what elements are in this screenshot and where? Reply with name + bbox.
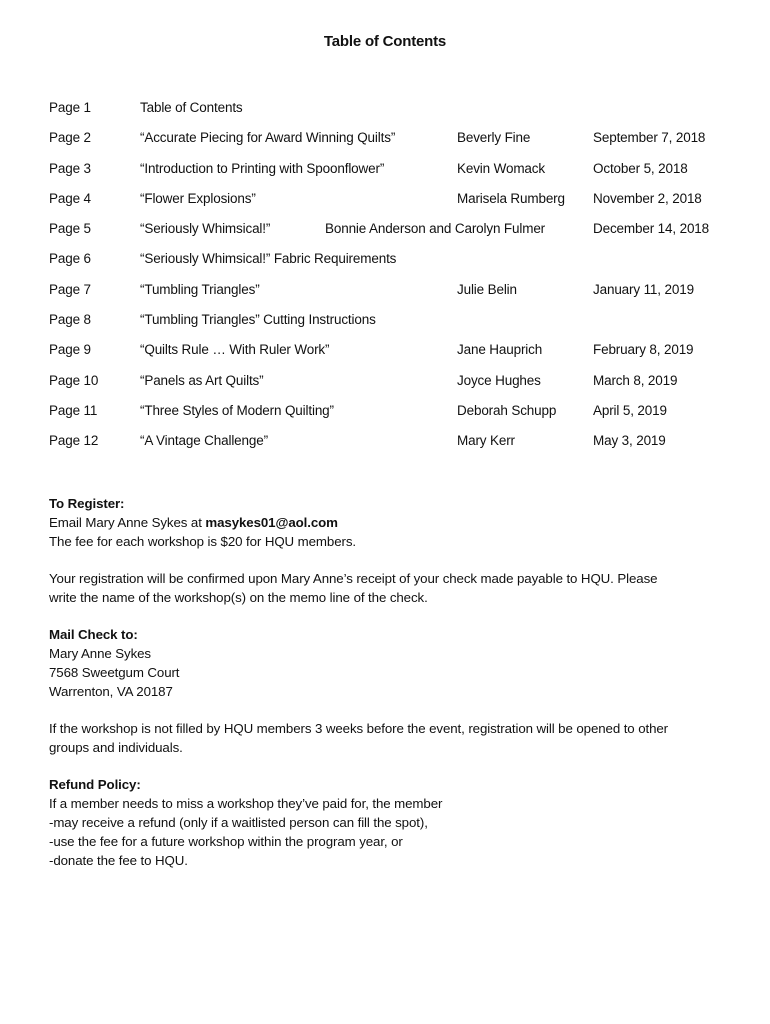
toc-row (49, 312, 729, 342)
toc-row (49, 130, 729, 160)
refund-section (49, 775, 729, 870)
toc-presenter: Mary Kerr (457, 433, 515, 449)
toc-presenter: Kevin Womack (457, 160, 545, 176)
register-email-prefix: Email Mary Anne Sykes at (49, 515, 206, 530)
toc-date: February 8, 2019 (593, 342, 694, 358)
toc-presenter: Joyce Hughes (457, 372, 541, 388)
toc-date: March 8, 2019 (593, 372, 678, 388)
toc-row (49, 342, 729, 372)
open-registration-line: If the workshop is not filled by HQU members 3 weeks before the event, registration will be opened to other (49, 721, 669, 736)
toc-row (49, 221, 729, 251)
toc-date: January 11, 2019 (593, 281, 694, 297)
table-of-contents (49, 100, 729, 464)
toc-row (49, 373, 729, 403)
toc-page-number: Page 4 (49, 190, 91, 206)
toc-workshop-title: “Quilts Rule … With Ruler Work” (140, 342, 330, 358)
register-email-line (49, 513, 729, 532)
register-email-address[interactable]: masykes01@aol.com (205, 515, 338, 530)
toc-row (49, 433, 729, 463)
toc-presenter: Jane Hauprich (457, 342, 543, 358)
document-title: Table of Contents (323, 33, 447, 50)
workshop-info (49, 494, 729, 888)
toc-page-number: Page 3 (49, 160, 91, 176)
toc-page-number: Page 9 (49, 342, 91, 358)
toc-date: October 5, 2018 (593, 160, 688, 176)
register-fee: The fee for each workshop is $20 for HQU members. (49, 534, 356, 549)
toc-page-number: Page 1 (49, 100, 91, 115)
toc-page-number: Page 5 (49, 221, 91, 237)
refund-option: -may receive a refund (only if a waitlisted person can fill the spot), (49, 815, 428, 830)
toc-date: April 5, 2019 (593, 402, 667, 418)
toc-page-number: Page 11 (49, 402, 98, 418)
toc-workshop-title: “Seriously Whimsical!” Fabric Requirements (140, 251, 397, 267)
confirmation-line: write the name of the workshop(s) on the memo line of the check. (49, 590, 428, 605)
toc-page-number: Page 8 (49, 312, 91, 328)
mail-city: Warrenton, VA 20187 (49, 684, 173, 699)
toc-workshop-title: “Three Styles of Modern Quilting” (140, 402, 334, 418)
toc-row (49, 251, 729, 281)
toc-page-number: Page 2 (49, 130, 91, 146)
toc-date: September 7, 2018 (593, 130, 706, 146)
register-section (49, 494, 729, 551)
toc-page-number: Page 10 (49, 372, 99, 388)
toc-date: December 14, 2018 (593, 221, 710, 237)
register-heading: To Register: (49, 496, 125, 511)
toc-row (49, 403, 729, 433)
toc-workshop-title: “Tumbling Triangles” Cutting Instructions (140, 312, 376, 328)
toc-presenter: Julie Belin (457, 281, 517, 297)
toc-workshop-title: “Panels as Art Quilts” (140, 372, 264, 388)
mail-heading: Mail Check to: (49, 627, 138, 642)
toc-workshop-title: “Introduction to Printing with Spoonflower” (140, 160, 385, 176)
toc-row (49, 282, 729, 312)
refund-heading: Refund Policy: (49, 777, 141, 792)
toc-row (49, 161, 729, 191)
toc-row (49, 100, 729, 130)
open-registration-section (49, 719, 729, 757)
toc-workshop-title: Table of Contents (140, 100, 243, 115)
toc-date: May 3, 2019 (593, 433, 666, 449)
refund-option: -donate the fee to HQU. (49, 853, 188, 868)
toc-page-number: Page 7 (49, 281, 91, 297)
mail-street: 7568 Sweetgum Court (49, 665, 180, 680)
toc-page-number: Page 12 (49, 433, 99, 449)
toc-workshop-title: “Tumbling Triangles” (140, 281, 260, 297)
toc-workshop-title: “Accurate Piecing for Award Winning Quilts” (140, 130, 396, 146)
toc-page-number: Page 6 (49, 251, 91, 267)
mail-section (49, 625, 729, 701)
toc-workshop-title: “A Vintage Challenge” (140, 433, 268, 449)
toc-row (49, 191, 729, 221)
toc-date: November 2, 2018 (593, 190, 702, 206)
mail-name: Mary Anne Sykes (49, 646, 151, 661)
toc-presenter: Bonnie Anderson and Carolyn Fulmer (325, 221, 546, 237)
toc-presenter: Deborah Schupp (457, 402, 557, 418)
open-registration-line: groups and individuals. (49, 740, 183, 755)
refund-option: -use the fee for a future workshop within the program year, or (49, 834, 403, 849)
refund-intro: If a member needs to miss a workshop they’ve paid for, the member (49, 796, 443, 811)
toc-presenter: Beverly Fine (457, 130, 531, 146)
toc-workshop-title: “Seriously Whimsical!” (140, 221, 271, 237)
confirmation-line: Your registration will be confirmed upon Mary Anne’s receipt of your check made payable to HQU. Please (49, 571, 658, 586)
confirmation-section (49, 569, 729, 607)
toc-presenter: Marisela Rumberg (457, 190, 565, 206)
toc-workshop-title: “Flower Explosions” (140, 190, 256, 206)
